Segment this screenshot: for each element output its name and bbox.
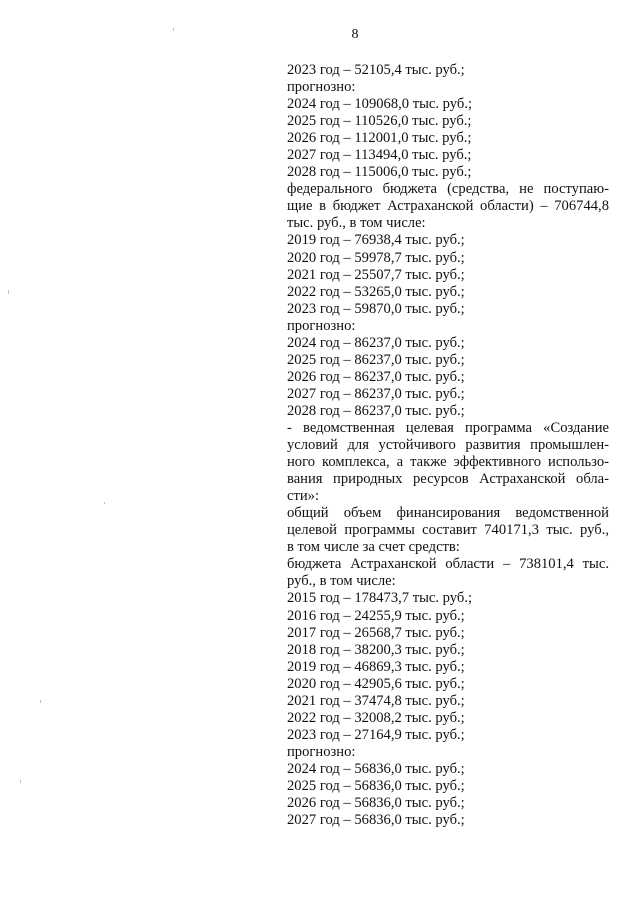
text-line: 2018 год – 38200,3 тыс. руб.; (287, 641, 465, 658)
text-line: 2026 год – 56836,0 тыс. руб.; (287, 795, 465, 812)
text-line: 2019 год – 76938,4 тыс. руб.; (287, 232, 465, 249)
text-line: - ведомственная целевая программа «Создание (287, 419, 609, 436)
document-body (287, 62, 609, 829)
text-line: 2017 год – 26568,7 тыс. руб.; (287, 624, 465, 641)
text-line: 2020 год – 42905,6 тыс. руб.; (287, 675, 465, 692)
text-line: ного комплекса, а также эффективного использо- (287, 454, 609, 471)
text-line: тыс. руб., в том числе: (287, 215, 426, 232)
text-line: 2028 год – 86237,0 тыс. руб.; (287, 402, 465, 419)
text-line: 2022 год – 53265,0 тыс. руб.; (287, 283, 465, 300)
scan-artifact (40, 700, 41, 703)
text-line: 2024 год – 86237,0 тыс. руб.; (287, 334, 465, 351)
text-line: 2027 год – 86237,0 тыс. руб.; (287, 385, 465, 402)
text-line: 2023 год – 27164,9 тыс. руб.; (287, 726, 465, 743)
text-line: 2024 год – 56836,0 тыс. руб.; (287, 760, 465, 777)
text-line: вания природных ресурсов Астраханской обла- (287, 471, 609, 488)
text-line: общий объем финансирования ведомственной (287, 505, 609, 522)
text-line: 2025 год – 86237,0 тыс. руб.; (287, 351, 465, 368)
text-line: прогнозно: (287, 79, 356, 96)
text-line: 2025 год – 110526,0 тыс. руб.; (287, 113, 472, 130)
text-line: 2028 год – 115006,0 тыс. руб.; (287, 164, 472, 181)
text-line: 2027 год – 56836,0 тыс. руб.; (287, 812, 465, 829)
text-line: федерального бюджета (средства, не поступаю- (287, 181, 609, 198)
text-line: 2026 год – 86237,0 тыс. руб.; (287, 368, 465, 385)
text-line: 2027 год – 113494,0 тыс. руб.; (287, 147, 472, 164)
text-line: 2025 год – 56836,0 тыс. руб.; (287, 777, 465, 794)
text-line: 2022 год – 32008,2 тыс. руб.; (287, 709, 465, 726)
page-number: 8 (351, 27, 359, 42)
text-line: щие в бюджет Астраханской области) – 706744,8 (287, 198, 609, 215)
text-line: 2019 год – 46869,3 тыс. руб.; (287, 658, 465, 675)
text-line: условий для устойчивого развития промышлен- (287, 437, 609, 454)
text-line: 2020 год – 59978,7 тыс. руб.; (287, 249, 465, 266)
text-line: 2023 год – 59870,0 тыс. руб.; (287, 300, 465, 317)
text-line: 2026 год – 112001,0 тыс. руб.; (287, 130, 472, 147)
scan-artifact (104, 502, 105, 504)
text-line: сти»: (287, 488, 320, 505)
text-line: 2024 год – 109068,0 тыс. руб.; (287, 96, 473, 113)
text-line: 2021 год – 37474,8 тыс. руб.; (287, 692, 465, 709)
text-line: целевой программы составит 740171,3 тыс. руб., (287, 522, 609, 539)
scan-artifact (20, 780, 21, 783)
text-line: в том числе за счет средств: (287, 539, 460, 556)
text-line: руб., в том числе: (287, 573, 396, 590)
text-line: 2015 год – 178473,7 тыс. руб.; (287, 590, 473, 607)
text-line: прогнозно: (287, 743, 356, 760)
scan-artifact (8, 290, 9, 294)
text-line: бюджета Астраханской области – 738101,4 тыс. (287, 556, 609, 573)
text-line: 2016 год – 24255,9 тыс. руб.; (287, 607, 465, 624)
text-line: прогнозно: (287, 317, 356, 334)
text-line: 2023 год – 52105,4 тыс. руб.; (287, 62, 465, 78)
text-line: 2021 год – 25507,7 тыс. руб.; (287, 266, 465, 283)
